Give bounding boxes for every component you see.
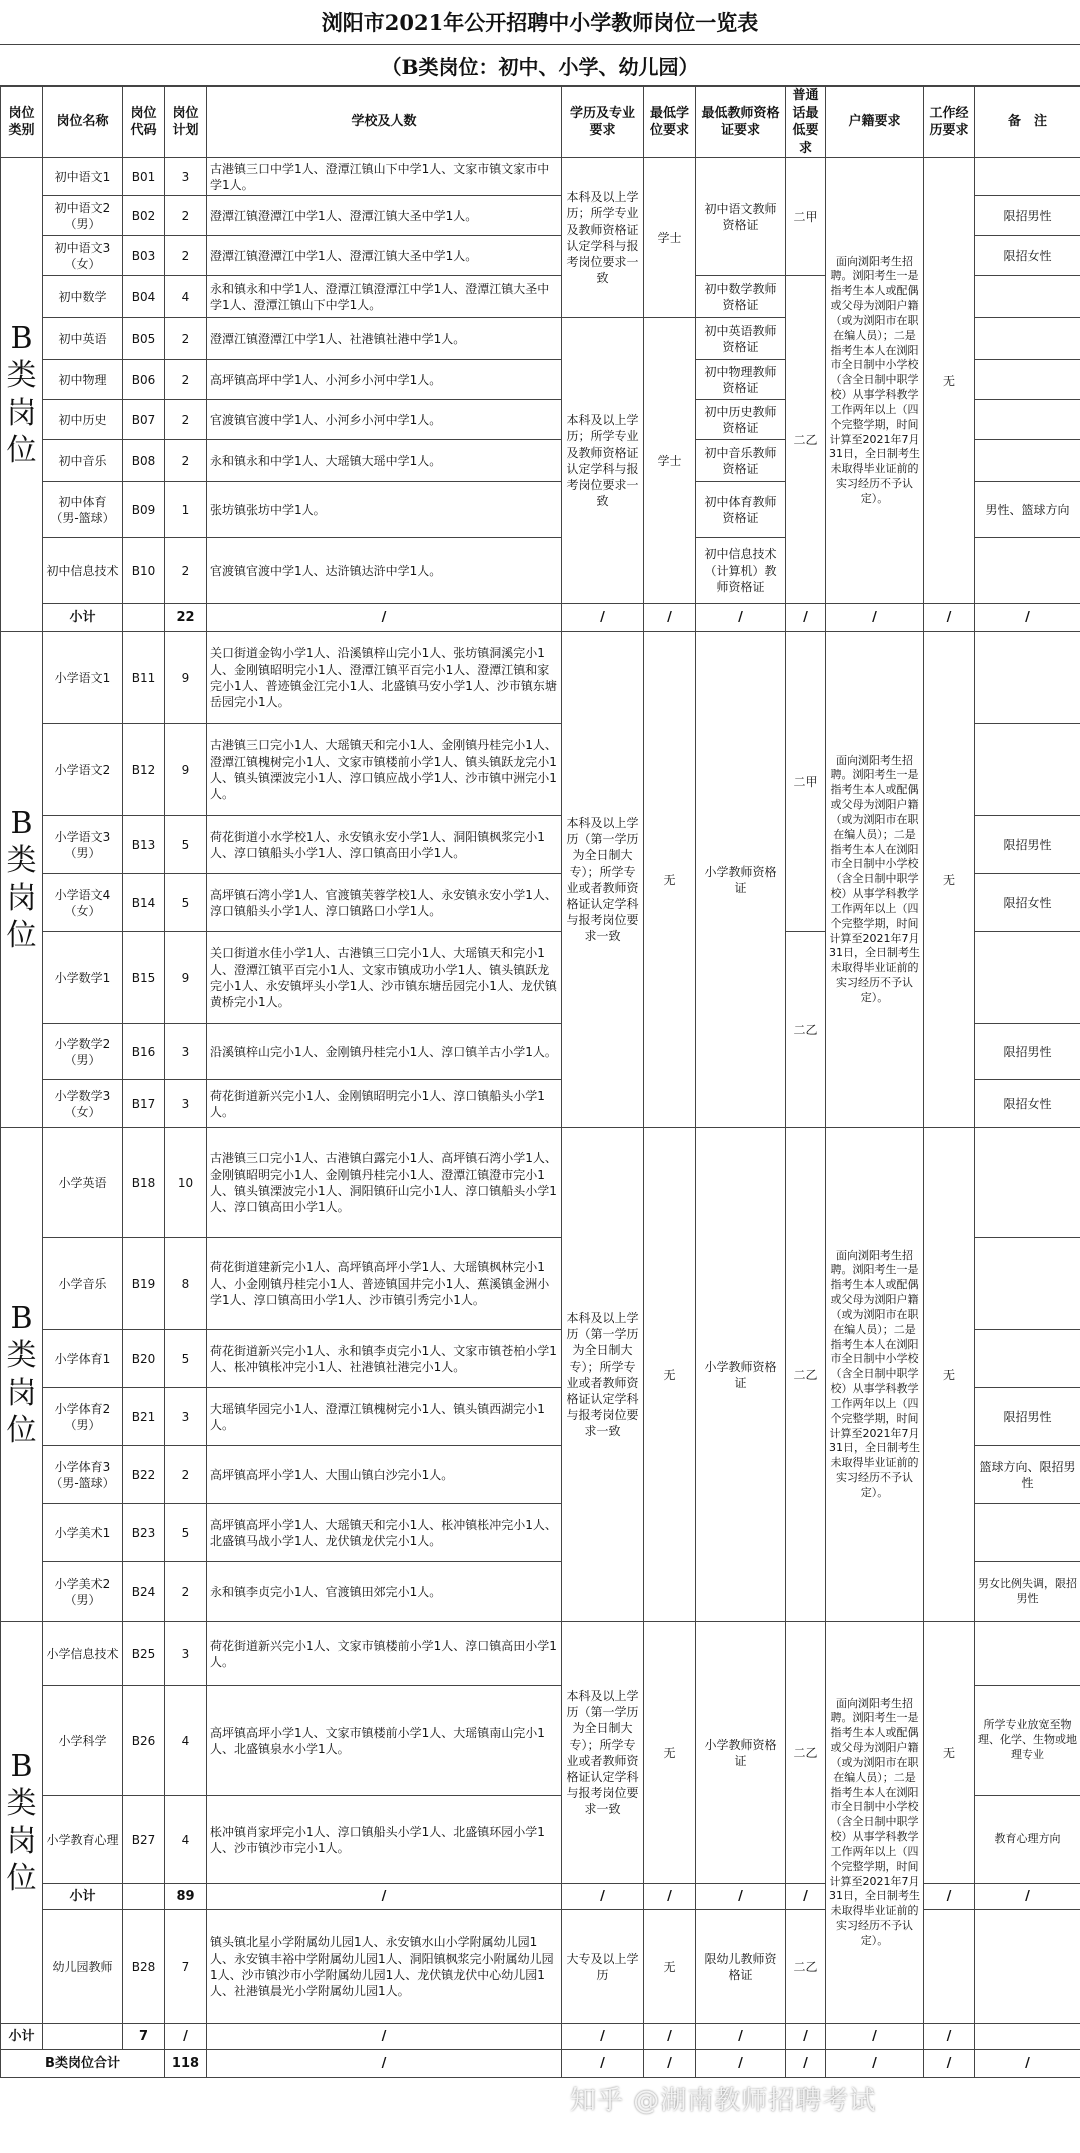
position-name: 小学数学2（男） — [43, 1024, 123, 1080]
note-cell — [975, 1504, 1080, 1562]
position-plan: 2 — [165, 400, 207, 440]
certificate-requirement: 初中英语教师资格证 — [696, 318, 786, 360]
position-name: 小学体育2（男） — [43, 1388, 123, 1446]
position-plan: 9 — [165, 932, 207, 1024]
slash-cell: / — [644, 2050, 696, 2078]
position-code: B06 — [123, 360, 165, 400]
document-title: 浏阳市2021年公开招聘中小学教师岗位一览表 — [0, 0, 1080, 45]
position-plan: 3 — [165, 158, 207, 196]
position-name: 幼儿园教师 — [43, 1910, 123, 2024]
note-cell: 篮球方向、限招男性 — [975, 1446, 1080, 1504]
slash-cell: / — [562, 1884, 644, 1910]
education-requirement: 本科及以上学历；所学专业及教师资格证认定学科与报考岗位要求一致 — [562, 318, 644, 604]
position-code: B18 — [123, 1128, 165, 1238]
mandarin-requirement: 二乙 — [786, 276, 826, 604]
slash-cell: / — [975, 1884, 1080, 1910]
school-list: 古港镇三口中学1人、澄潭江镇山下中学1人、文家市镇文家市中学1人。 — [207, 158, 562, 196]
position-name: 小学体育3（男-篮球） — [43, 1446, 123, 1504]
position-name: 初中历史 — [43, 400, 123, 440]
subtotal-label: 小计 — [43, 1884, 123, 1910]
experience-requirement: 无 — [924, 1128, 975, 1622]
school-list: 荷花街道小水学校1人、永安镇永安小学1人、洞阳镇枫浆完小1人、淳口镇船头小学1人、淳口镇高田小学1人。 — [207, 816, 562, 874]
total-value: 118 — [165, 2050, 207, 2078]
subtotal-label: 小计 — [1, 2024, 43, 2050]
school-list: 高坪镇石湾小学1人、官渡镇芙蓉学校1人、永安镇永安小学1人、淳口镇船头小学1人、淳口镇路口小学1人。 — [207, 874, 562, 932]
position-code: B19 — [123, 1238, 165, 1330]
school-list: 澄潭江镇澄潭江中学1人、社港镇社港中学1人。 — [207, 318, 562, 360]
position-name: 小学语文3（男） — [43, 816, 123, 874]
school-list: 大瑶镇华园完小1人、澄潭江镇槐树完小1人、镇头镇西湖完小1人。 — [207, 1388, 562, 1446]
note-cell — [975, 538, 1080, 604]
slash-cell: / — [165, 2024, 207, 2050]
household-requirement: 面向浏阳考生招聘。浏阳考生一是指考生本人或配偶或父母为浏阳户籍（或为浏阳市在职在编人员）；二是指考生本人在浏阳市全日制中小学校（含全日制中职学校）从事学科教学工作两年以上（四个完整学期，时间计算至2021年7月31日，全日制考生未取得毕业证前的实习经历不予认定）。 — [826, 158, 924, 604]
note-cell: 限招男性 — [975, 1024, 1080, 1080]
note-cell — [975, 318, 1080, 360]
slash-cell: / — [826, 2024, 924, 2050]
position-code: B05 — [123, 318, 165, 360]
education-requirement: 本科及以上学历（第一学历为全日制大专）；所学专业或者教师资格证认定学科与报考岗位要求一致 — [562, 1622, 644, 1884]
school-list: 高坪镇高坪小学1人、大瑶镇天和完小1人、枨冲镇枨冲完小1人、北盛镇马战小学1人、龙伏镇龙伏完小1人。 — [207, 1504, 562, 1562]
slash-cell: / — [696, 1884, 786, 1910]
school-list: 张坊镇张坊中学1人。 — [207, 482, 562, 538]
total-row — [1, 2050, 1080, 2078]
slash-cell: / — [975, 2050, 1080, 2078]
position-code: B04 — [123, 276, 165, 318]
position-name: 小学数学3（女） — [43, 1080, 123, 1128]
mandarin-requirement: 二乙 — [786, 1622, 826, 1884]
note-cell — [975, 158, 1080, 196]
education-requirement: 大专及以上学历 — [562, 1910, 644, 2024]
position-code: B26 — [123, 1686, 165, 1796]
note-cell — [975, 1910, 1080, 2024]
position-plan: 2 — [165, 1562, 207, 1622]
education-requirement: 本科及以上学历（第一学历为全日制大专）；所学专业或者教师资格证认定学科与报考岗位要求一致 — [562, 1128, 644, 1622]
position-name: 小学语文1 — [43, 632, 123, 724]
note-cell — [975, 400, 1080, 440]
certificate-requirement: 限幼儿教师资格证 — [696, 1910, 786, 2024]
note-cell: 限招男性 — [975, 816, 1080, 874]
position-code: B02 — [123, 196, 165, 236]
certificate-requirement: 初中物理教师资格证 — [696, 360, 786, 400]
table-row — [1, 1128, 1080, 1238]
degree-requirement: 学士 — [644, 318, 696, 604]
degree-requirement: 无 — [644, 1128, 696, 1622]
position-plan: 3 — [165, 1622, 207, 1686]
school-list: 澄潭江镇澄潭江中学1人、澄潭江镇大圣中学1人。 — [207, 196, 562, 236]
position-name: 小学美术2（男） — [43, 1562, 123, 1622]
position-code: B01 — [123, 158, 165, 196]
position-code: B14 — [123, 874, 165, 932]
position-plan: 2 — [165, 538, 207, 604]
slash-cell: / — [562, 2050, 644, 2078]
school-list: 永和镇李贞完小1人、官渡镇田郊完小1人。 — [207, 1562, 562, 1622]
household-requirement: 面向浏阳考生招聘。浏阳考生一是指考生本人或配偶或父母为浏阳户籍（或为浏阳市在职在编人员）；二是指考生本人在浏阳市全日制中小学校（含全日制中职学校）从事学科教学工作两年以上（四个完整学期，时间计算至2021年7月31日，全日制考生未取得毕业证前的实习经历不予认定）。 — [826, 632, 924, 1128]
experience-requirement: 无 — [924, 1622, 975, 1884]
position-code: B08 — [123, 440, 165, 482]
position-name: 初中英语 — [43, 318, 123, 360]
education-requirement: 本科及以上学历（第一学历为全日制大专）；所学专业或者教师资格证认定学科与报考岗位要求一致 — [562, 632, 644, 1128]
experience-requirement: 无 — [924, 632, 975, 1128]
subtotal-value: 22 — [165, 604, 207, 632]
degree-requirement: 学士 — [644, 158, 696, 318]
position-code: B11 — [123, 632, 165, 724]
note-cell: 限招女性 — [975, 236, 1080, 276]
mandarin-requirement: 二甲 — [786, 158, 826, 276]
header-plan: 岗位计划 — [165, 87, 207, 158]
slash-cell: / — [644, 1884, 696, 1910]
header-code: 岗位代码 — [123, 87, 165, 158]
household-requirement: 面向浏阳考生招聘。浏阳考生一是指考生本人或配偶或父母为浏阳户籍（或为浏阳市在职在编人员）；二是指考生本人在浏阳市全日制中小学校（含全日制中职学校）从事学科教学工作两年以上（四个完整学期，时间计算至2021年7月31日，全日制考生未取得毕业证前的实习经历不予认定）。 — [826, 1622, 924, 2024]
position-plan: 5 — [165, 816, 207, 874]
position-plan: 4 — [165, 1796, 207, 1884]
note-cell — [975, 360, 1080, 400]
document-subtitle: （B类岗位：初中、小学、幼儿园） — [0, 45, 1080, 86]
position-name: 小学语文4（女） — [43, 874, 123, 932]
education-requirement: 本科及以上学历；所学专业及教师资格证认定学科与报考岗位要求一致 — [562, 158, 644, 318]
slash-cell: / — [696, 604, 786, 632]
total-label: B类岗位合计 — [1, 2050, 165, 2078]
position-code: B07 — [123, 400, 165, 440]
certificate-requirement: 初中语文教师资格证 — [696, 158, 786, 276]
slash-cell: / — [826, 2050, 924, 2078]
header-experience: 工作经历要求 — [924, 87, 975, 158]
school-list: 枨冲镇肖家坪完小1人、淳口镇船头小学1人、北盛镇环园小学1人、沙市镇沙市完小1人。 — [207, 1796, 562, 1884]
position-plan: 4 — [165, 276, 207, 318]
slash-cell: / — [975, 604, 1080, 632]
header-education: 学历及专业要求 — [562, 87, 644, 158]
position-code: B17 — [123, 1080, 165, 1128]
note-cell: 男性、篮球方向 — [975, 482, 1080, 538]
position-plan: 2 — [165, 440, 207, 482]
table-row — [1, 632, 1080, 724]
position-name: 初中物理 — [43, 360, 123, 400]
experience-requirement: 无 — [924, 158, 975, 604]
certificate-requirement: 小学教师资格证 — [696, 632, 786, 1128]
position-plan: 2 — [165, 236, 207, 276]
position-plan: 3 — [165, 1080, 207, 1128]
note-cell: 限招男性 — [975, 196, 1080, 236]
note-cell: 限招女性 — [975, 874, 1080, 932]
note-cell — [975, 1238, 1080, 1330]
category-cell: B类岗位 — [1, 158, 43, 632]
slash-cell: / — [924, 1884, 975, 1910]
school-list: 高坪镇高坪小学1人、大围山镇白沙完小1人。 — [207, 1446, 562, 1504]
position-code: B22 — [123, 1446, 165, 1504]
school-list: 古港镇三口完小1人、古港镇白露完小1人、高坪镇石湾小学1人、金刚镇昭明完小1人、金刚镇丹桂完小1人、澄潭江镇澄市完小1人、镇头镇溧波完小1人、洞阳镇矸山完小1人、淳口镇船头小学1人、淳口镇高田小学1人。 — [207, 1128, 562, 1238]
household-requirement: 面向浏阳考生招聘。浏阳考生一是指考生本人或配偶或父母为浏阳户籍（或为浏阳市在职在编人员）；二是指考生本人在浏阳市全日制中小学校（含全日制中职学校）从事学科教学工作两年以上（四个完整学期，时间计算至2021年7月31日，全日制考生未取得毕业证前的实习经历不予认定）。 — [826, 1128, 924, 1622]
position-plan: 7 — [165, 1910, 207, 2024]
slash-cell: / — [696, 2024, 786, 2050]
table-row — [1, 158, 1080, 196]
table-row — [1, 1622, 1080, 1686]
note-cell — [975, 1622, 1080, 1686]
school-list: 荷花街道新兴完小1人、金刚镇昭明完小1人、淳口镇船头小学1人。 — [207, 1080, 562, 1128]
school-list: 澄潭江镇澄潭江中学1人、澄潭江镇大圣中学1人。 — [207, 236, 562, 276]
slash-cell: / — [696, 2050, 786, 2078]
position-name: 小学语文2 — [43, 724, 123, 816]
header-name: 岗位名称 — [43, 87, 123, 158]
header-school: 学校及人数 — [207, 87, 562, 158]
position-code: B23 — [123, 1504, 165, 1562]
slash-cell: / — [207, 604, 562, 632]
position-name: 小学信息技术 — [43, 1622, 123, 1686]
position-plan: 4 — [165, 1686, 207, 1796]
note-cell: 所学专业放宽至物理、化学、生物或地理专业 — [975, 1686, 1080, 1796]
slash-cell: / — [644, 2024, 696, 2050]
certificate-requirement: 初中信息技术（计算机）教师资格证 — [696, 538, 786, 604]
position-plan: 2 — [165, 196, 207, 236]
slash-cell: / — [826, 604, 924, 632]
slash-cell: / — [207, 2024, 562, 2050]
header-note: 备 注 — [975, 87, 1080, 158]
school-list: 永和镇永和中学1人、澄潭江镇澄潭江中学1人、澄潭江镇大圣中学1人、澄潭江镇山下中学1人。 — [207, 276, 562, 318]
position-plan: 2 — [165, 1446, 207, 1504]
school-list: 荷花街道新兴完小1人、永和镇李贞完小1人、文家市镇苍柏小学1人、枨冲镇枨冲完小1人、社港镇社港完小1人。 — [207, 1330, 562, 1388]
slash-cell: / — [924, 2050, 975, 2078]
subtotal-value: 7 — [123, 2024, 165, 2050]
header-degree: 最低学位要求 — [644, 87, 696, 158]
position-name: 初中音乐 — [43, 440, 123, 482]
position-code: B10 — [123, 538, 165, 604]
position-plan: 5 — [165, 1330, 207, 1388]
school-list: 高坪镇高坪中学1人、小河乡小河中学1人。 — [207, 360, 562, 400]
position-plan: 5 — [165, 1504, 207, 1562]
position-plan: 10 — [165, 1128, 207, 1238]
note-cell — [975, 1128, 1080, 1238]
certificate-requirement: 小学教师资格证 — [696, 1128, 786, 1622]
certificate-requirement: 小学教师资格证 — [696, 1622, 786, 1884]
position-plan: 8 — [165, 1238, 207, 1330]
position-name: 小学英语 — [43, 1128, 123, 1238]
school-list: 永和镇永和中学1人、大瑶镇大瑶中学1人。 — [207, 440, 562, 482]
position-code: B15 — [123, 932, 165, 1024]
category-cell: B类岗位 — [1, 1622, 43, 2024]
slash-cell: / — [786, 1884, 826, 1910]
certificate-requirement: 初中音乐教师资格证 — [696, 440, 786, 482]
certificate-requirement: 初中数学教师资格证 — [696, 276, 786, 318]
position-name: 小学数学1 — [43, 932, 123, 1024]
subtotal-row — [1, 2024, 1080, 2050]
position-name: 小学体育1 — [43, 1330, 123, 1388]
degree-requirement: 无 — [644, 632, 696, 1128]
degree-requirement: 无 — [644, 1910, 696, 2024]
school-list: 荷花街道建新完小1人、高坪镇高坪小学1人、大瑶镇枫林完小1人、小金刚镇丹桂完小1人、普迹镇国井完小1人、蕉溪镇金洲小学1人、淳口镇高田小学1人、沙市镇引秀完小1人。 — [207, 1238, 562, 1330]
position-name: 小学音乐 — [43, 1238, 123, 1330]
certificate-requirement: 初中历史教师资格证 — [696, 400, 786, 440]
position-plan: 5 — [165, 874, 207, 932]
note-cell: 限招女性 — [975, 1080, 1080, 1128]
table-header — [1, 87, 1080, 158]
position-plan: 9 — [165, 724, 207, 816]
mandarin-requirement: 二乙 — [786, 932, 826, 1128]
certificate-requirement: 初中体育教师资格证 — [696, 482, 786, 538]
school-list: 高坪镇高坪小学1人、文家市镇楼前小学1人、大瑶镇南山完小1人、北盛镇泉水小学1人。 — [207, 1686, 562, 1796]
note-cell: 男女比例失调，限招男性 — [975, 1562, 1080, 1622]
position-name: 初中语文3（女） — [43, 236, 123, 276]
position-code: B13 — [123, 816, 165, 874]
note-cell — [975, 932, 1080, 1024]
position-name: 初中信息技术 — [43, 538, 123, 604]
position-code: B16 — [123, 1024, 165, 1080]
school-list: 关口街道水佳小学1人、古港镇三口完小1人、大瑶镇天和完小1人、澄潭江镇平百完小1人、文家市镇成功小学1人、镇头镇跃龙完小1人、永安镇坪头小学1人、沙市镇东塘岳园完小1人、龙伏镇黄桥完小1人。 — [207, 932, 562, 1024]
slash-cell: / — [562, 604, 644, 632]
subtotal-row — [1, 604, 1080, 632]
subtotal-label: 小计 — [43, 604, 123, 632]
position-name: 小学教育心理 — [43, 1796, 123, 1884]
slash-cell: / — [786, 604, 826, 632]
note-cell: 限招男性 — [975, 1388, 1080, 1446]
position-name: 初中语文1 — [43, 158, 123, 196]
position-plan: 2 — [165, 360, 207, 400]
watermark: 知乎 @湖南教师招聘考试 — [570, 2086, 877, 2116]
note-cell — [975, 1330, 1080, 1388]
position-plan: 3 — [165, 1388, 207, 1446]
position-name: 初中体育（男-篮球） — [43, 482, 123, 538]
header-certificate: 最低教师资格证要求 — [696, 87, 786, 158]
position-code: B03 — [123, 236, 165, 276]
school-list: 古港镇三口完小1人、大瑶镇天和完小1人、金刚镇丹桂完小1人、澄潭江镇槐树完小1人、文家市镇楼前小学1人、镇头镇跃龙完小1人、镇头镇溧波完小1人、淳口镇应战小学1人、沙市镇中洲完小1人。 — [207, 724, 562, 816]
mandarin-requirement: 二甲 — [786, 632, 826, 932]
positions-table — [0, 86, 1080, 2078]
note-cell — [975, 632, 1080, 724]
school-list: 关口街道金钩小学1人、沿溪镇梓山完小1人、张坊镇洞溪完小1人、金刚镇昭明完小1人、澄潭江镇平百完小1人、澄潭江镇和家完小1人、普迹镇金江完小1人、北盛镇马安小学1人、沙市镇东塘岳园完小1人。 — [207, 632, 562, 724]
subtotal-value: 89 — [165, 1884, 207, 1910]
position-code: B20 — [123, 1330, 165, 1388]
note-cell — [975, 276, 1080, 318]
slash-cell: / — [786, 2050, 826, 2078]
position-name: 小学美术1 — [43, 1504, 123, 1562]
position-name: 初中语文2（男） — [43, 196, 123, 236]
position-plan: 2 — [165, 318, 207, 360]
position-name: 小学科学 — [43, 1686, 123, 1796]
note-cell — [975, 724, 1080, 816]
position-code: B27 — [123, 1796, 165, 1884]
position-code: B25 — [123, 1622, 165, 1686]
slash-cell: / — [786, 2024, 826, 2050]
position-code: B24 — [123, 1562, 165, 1622]
slash-cell: / — [207, 1884, 562, 1910]
slash-cell: / — [562, 2024, 644, 2050]
mandarin-requirement: 二乙 — [786, 1128, 826, 1622]
slash-cell: / — [207, 2050, 562, 2078]
position-name: 初中数学 — [43, 276, 123, 318]
header-category: 岗位类别 — [1, 87, 43, 158]
slash-cell: / — [924, 2024, 975, 2050]
slash-cell: / — [644, 604, 696, 632]
note-cell: 教育心理方向 — [975, 1796, 1080, 1884]
position-plan: 3 — [165, 1024, 207, 1080]
position-code: B28 — [123, 1910, 165, 2024]
position-code: B21 — [123, 1388, 165, 1446]
school-list: 镇头镇北星小学附属幼儿园1人、永安镇水山小学附属幼儿园1人、永安镇丰裕中学附属幼儿园1人、洞阳镇枫浆完小附属幼儿园1人、沙市镇沙市小学附属幼儿园1人、龙伏镇龙伏中心幼儿园1人、社港镇晨光小学附属幼儿园1人。 — [207, 1910, 562, 2024]
school-list: 官渡镇官渡中学1人、达浒镇达浒中学1人。 — [207, 538, 562, 604]
category-cell: B类岗位 — [1, 632, 43, 1128]
note-cell — [975, 440, 1080, 482]
position-code: B12 — [123, 724, 165, 816]
position-plan: 9 — [165, 632, 207, 724]
position-plan: 1 — [165, 482, 207, 538]
school-list: 沿溪镇梓山完小1人、金刚镇丹桂完小1人、淳口镇羊古小学1人。 — [207, 1024, 562, 1080]
header-household: 户籍要求 — [826, 87, 924, 158]
school-list: 荷花街道新兴完小1人、文家市镇楼前小学1人、淳口镇高田小学1人。 — [207, 1622, 562, 1686]
header-mandarin: 普通话最低要求 — [786, 87, 826, 158]
category-cell: B类岗位 — [1, 1128, 43, 1622]
mandarin-requirement: 二乙 — [786, 1910, 826, 2024]
school-list: 官渡镇官渡中学1人、小河乡小河中学1人。 — [207, 400, 562, 440]
position-code: B09 — [123, 482, 165, 538]
degree-requirement: 无 — [644, 1622, 696, 1884]
slash-cell: / — [924, 604, 975, 632]
